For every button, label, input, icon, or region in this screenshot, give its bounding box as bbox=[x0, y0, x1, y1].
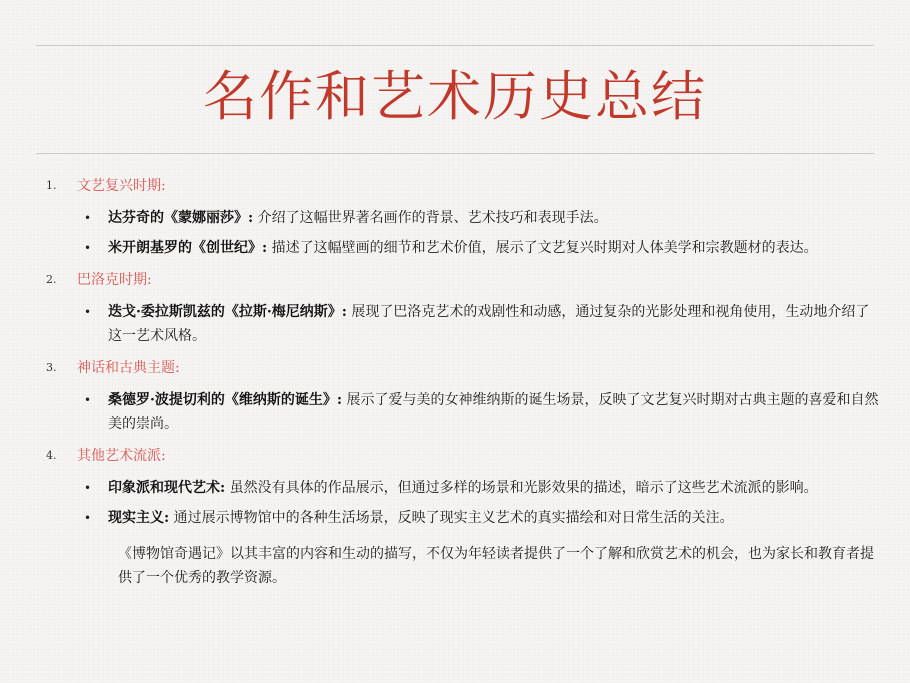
list-item bbox=[46, 206, 880, 230]
section-title: 巴洛克时期: bbox=[77, 272, 152, 288]
section-title: 其他艺术流派: bbox=[77, 448, 166, 464]
bullet-icon: • bbox=[84, 211, 92, 225]
item-text: 通过展示博物馆中的各种生活场景，反映了现实主义艺术的真实描绘和对日常生活的关注。 bbox=[173, 510, 734, 526]
item-lead: 米开朗基罗的《创世纪》: bbox=[108, 240, 268, 256]
bullet-icon: • bbox=[84, 481, 92, 495]
item-text: 展示了爱与美的女神维纳斯的诞生场景，反映了文艺复兴时期对古典主题的喜爱和自然美的崇尚。 bbox=[108, 392, 879, 432]
section-baroque bbox=[46, 266, 880, 348]
bullet-icon: • bbox=[84, 511, 92, 525]
bullet-icon: • bbox=[84, 305, 92, 319]
slide-content bbox=[46, 172, 880, 590]
list-item bbox=[46, 300, 880, 348]
list-item bbox=[46, 506, 880, 530]
list-item bbox=[46, 476, 880, 500]
bullet-icon: • bbox=[84, 241, 92, 255]
item-lead: 桑德罗·波提切利的《维纳斯的诞生》: bbox=[108, 392, 343, 408]
section-header bbox=[46, 354, 880, 382]
section-number: 4. bbox=[46, 449, 57, 462]
section-other-schools bbox=[46, 442, 880, 530]
list-item bbox=[46, 388, 880, 436]
item-lead: 迭戈·委拉斯凯兹的《拉斯·梅尼纳斯》: bbox=[108, 304, 347, 320]
item-lead: 达芬奇的《蒙娜丽莎》: bbox=[108, 210, 254, 226]
list-item bbox=[46, 236, 880, 260]
section-number: 2. bbox=[46, 273, 57, 286]
section-number: 3. bbox=[46, 361, 57, 374]
bullet-icon: • bbox=[84, 393, 92, 407]
section-number: 1. bbox=[46, 179, 57, 192]
section-header bbox=[46, 442, 880, 470]
section-header bbox=[46, 266, 880, 294]
item-text: 描述了这幅壁画的细节和艺术价值，展示了文艺复兴时期对人体美学和宗教题材的表达。 bbox=[271, 240, 818, 256]
section-title: 神话和古典主题: bbox=[77, 360, 180, 376]
title-divider bbox=[36, 153, 874, 154]
item-lead: 印象派和现代艺术: bbox=[108, 480, 226, 496]
item-lead: 现实主义: bbox=[108, 510, 170, 526]
section-header bbox=[46, 172, 880, 200]
section-renaissance bbox=[46, 172, 880, 260]
item-text: 展现了巴洛克艺术的戏剧性和动感，通过复杂的光影处理和视角使用，生动地介绍了这一艺术风格。 bbox=[108, 304, 870, 344]
item-text: 介绍了这幅世界著名画作的背景、艺术技巧和表现手法。 bbox=[257, 210, 608, 226]
section-mythology bbox=[46, 354, 880, 436]
top-divider bbox=[36, 45, 874, 46]
section-title: 文艺复兴时期: bbox=[77, 178, 166, 194]
conclusion-paragraph: 《博物馆奇遇记》以其丰富的内容和生动的描写，不仅为年轻读者提供了一个了解和欣赏艺术的机会，也为家长和教育者提供了一个优秀的教学资源。 bbox=[118, 546, 874, 586]
item-text: 虽然没有具体的作品展示，但通过多样的场景和光影效果的描述，暗示了这些艺术流派的影响。 bbox=[229, 480, 818, 496]
slide-title: 名作和艺术历史总结 bbox=[203, 65, 707, 128]
